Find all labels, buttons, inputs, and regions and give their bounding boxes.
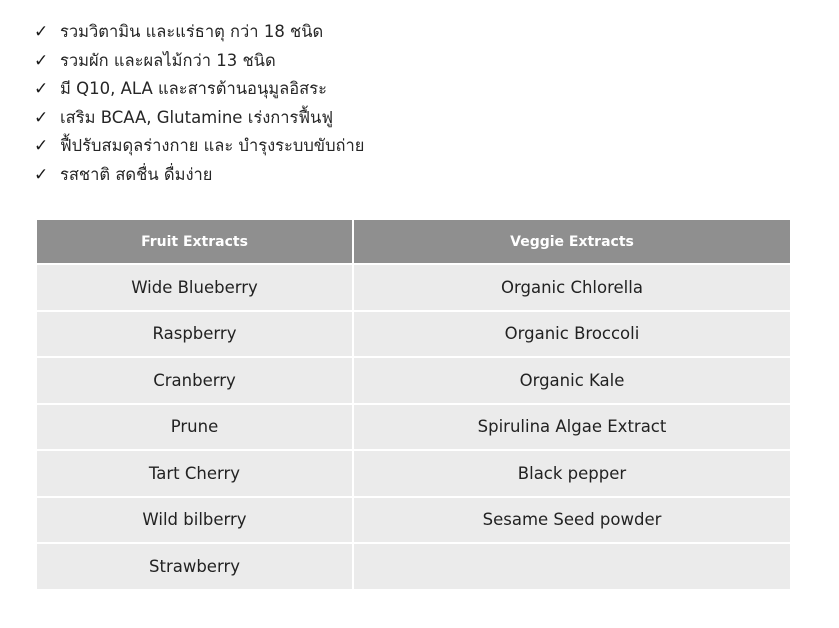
fruit-cell: Tart Cherry <box>37 451 352 496</box>
feature-text: มี Q10, ALA และสารต้านอนุมูลอิสระ <box>60 79 327 98</box>
veggie-cell: Organic Broccoli <box>354 312 790 357</box>
fruit-cell: Wide Blueberry <box>37 265 352 310</box>
table-row <box>37 405 790 450</box>
table-row <box>37 265 790 310</box>
veggie-cell: Spirulina Algae Extract <box>354 405 790 450</box>
veggie-cell-empty <box>354 544 790 589</box>
fruit-cell: Strawberry <box>37 544 352 589</box>
check-icon: ✓ <box>34 107 49 128</box>
feature-text: รวมผัก และผลไม้กว่า 13 ชนิด <box>60 50 276 70</box>
fruit-cell: Prune <box>37 405 352 450</box>
feature-item <box>34 104 364 133</box>
feature-text: รสชาติ สดชื่น ดื่มง่าย <box>60 164 213 184</box>
header-fruit-extracts: Fruit Extracts <box>37 220 352 263</box>
veggie-cell: Sesame Seed powder <box>354 498 790 543</box>
fruit-cell: Wild bilberry <box>37 498 352 543</box>
fruit-cell: Raspberry <box>37 312 352 357</box>
feature-item <box>34 18 364 47</box>
feature-item <box>34 161 364 190</box>
feature-item <box>34 47 364 76</box>
table-row <box>37 498 790 543</box>
table-row <box>37 358 790 403</box>
check-icon: ✓ <box>34 22 49 42</box>
feature-text: รวมวิตามิน และแร่ธาตุ กว่า 18 ชนิด <box>60 22 324 41</box>
check-icon: ✓ <box>34 79 49 99</box>
veggie-cell: Organic Chlorella <box>354 265 790 310</box>
feature-text: เสริม BCAA, Glutamine เร่งการฟื้นฟู <box>60 107 334 127</box>
check-icon: ✓ <box>34 164 49 185</box>
table-header-row <box>37 220 790 263</box>
veggie-cell: Organic Kale <box>354 358 790 403</box>
extracts-table <box>35 218 792 591</box>
check-icon: ✓ <box>34 136 49 156</box>
feature-item <box>34 132 364 161</box>
feature-item <box>34 75 364 104</box>
feature-text: ฟื้ปรับสมดุลร่างกาย และ บำรุงระบบขับถ่าย <box>60 136 365 155</box>
header-veggie-extracts: Veggie Extracts <box>354 220 790 263</box>
table-row <box>37 544 790 589</box>
veggie-cell: Black pepper <box>354 451 790 496</box>
fruit-cell: Cranberry <box>37 358 352 403</box>
feature-list <box>34 18 364 189</box>
table-row <box>37 312 790 357</box>
check-icon: ✓ <box>34 50 49 71</box>
table-row <box>37 451 790 496</box>
